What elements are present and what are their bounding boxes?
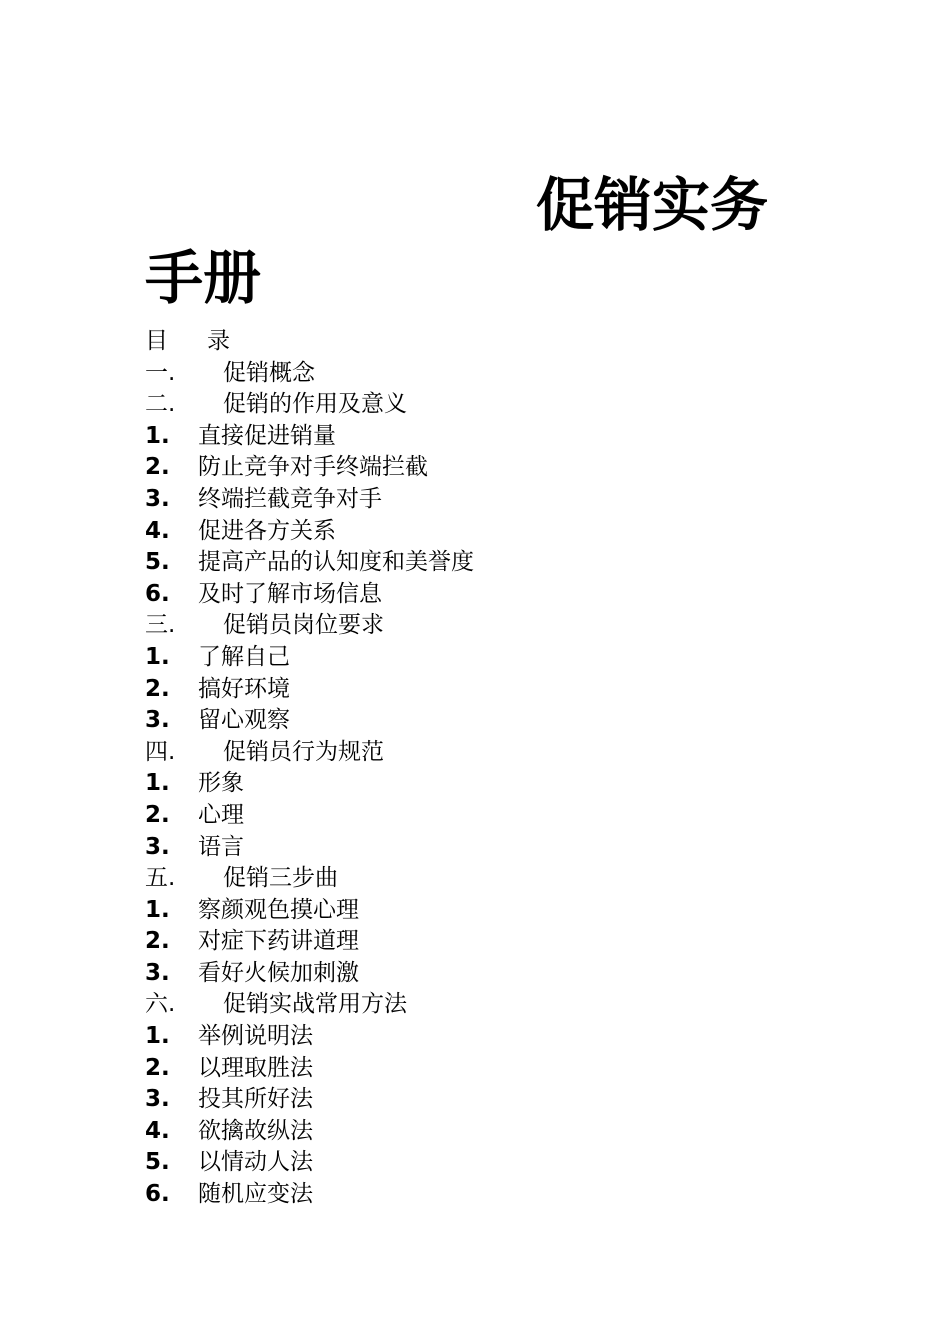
toc-item <box>145 768 845 800</box>
toc-item-text: 及时了解市场信息 <box>198 580 382 607</box>
toc-item <box>145 1147 845 1179</box>
toc-item-text: 察颜观色摸心理 <box>198 896 359 923</box>
toc-item-text: 搞好环境 <box>198 675 290 702</box>
toc-item-text: 看好火候加刺激 <box>198 959 359 986</box>
toc-item-number: 1. <box>145 422 170 449</box>
toc-item-number: 6. <box>145 1181 170 1208</box>
toc-item-text: 对症下药讲道理 <box>198 928 359 955</box>
toc-chapter <box>145 737 845 769</box>
toc-item <box>145 1179 845 1211</box>
toc-chapter-title: 促销员行为规范 <box>223 738 384 765</box>
toc-chapter-title: 促销实战常用方法 <box>223 991 407 1018</box>
toc-item-number: 1. <box>145 1023 170 1050</box>
toc-heading-char-1: 目 <box>145 328 168 354</box>
toc-item <box>145 516 845 548</box>
toc-chapter <box>145 389 845 421</box>
toc-item-number: 2. <box>145 801 170 828</box>
toc-item-number: 5. <box>145 549 170 576</box>
toc-item-number: 1. <box>145 896 170 923</box>
toc-chapter <box>145 358 845 390</box>
toc-chapter-title: 促销的作用及意义 <box>223 391 407 418</box>
toc-item-text: 留心观察 <box>198 707 290 734</box>
toc-item <box>145 484 845 516</box>
toc-chapter-title: 促销概念 <box>223 359 315 386</box>
toc-item <box>145 547 845 579</box>
toc-item-text: 欲擒故纵法 <box>198 1117 313 1144</box>
toc-chapter-title: 促销员岗位要求 <box>223 612 384 639</box>
toc-item <box>145 832 845 864</box>
table-of-contents <box>145 326 845 1211</box>
toc-item-text: 以理取胜法 <box>198 1054 313 1081</box>
toc-item-number: 1. <box>145 770 170 797</box>
toc-item <box>145 895 845 927</box>
toc-item-text: 促进各方关系 <box>198 517 336 544</box>
toc-item <box>145 674 845 706</box>
toc-item <box>145 705 845 737</box>
toc-chapter-number: 一. <box>145 359 176 386</box>
toc-item-number: 4. <box>145 1117 170 1144</box>
toc-item-text: 随机应变法 <box>198 1181 313 1208</box>
toc-item-text: 心理 <box>198 801 244 828</box>
toc-item-number: 2. <box>145 675 170 702</box>
toc-item-number: 3. <box>145 707 170 734</box>
toc-item-text: 投其所好法 <box>198 1086 313 1113</box>
toc-item <box>145 642 845 674</box>
toc-item-number: 6. <box>145 580 170 607</box>
toc-item-number: 2. <box>145 928 170 955</box>
toc-chapter-title: 促销三步曲 <box>223 865 338 892</box>
toc-item <box>145 452 845 484</box>
toc-item-text: 终端拦截竞争对手 <box>198 485 382 512</box>
toc-item-text: 防止竞争对手终端拦截 <box>198 454 428 481</box>
toc-item-text: 了解自己 <box>198 643 290 670</box>
toc-item <box>145 421 845 453</box>
toc-item-text: 提高产品的认知度和美誉度 <box>198 549 474 576</box>
toc-chapter-number: 四. <box>145 738 176 765</box>
document-title-line-2: 手册 <box>145 244 262 312</box>
toc-item-number: 5. <box>145 1149 170 1176</box>
toc-chapter-number: 三. <box>145 612 176 639</box>
toc-chapter-number: 六. <box>145 991 176 1018</box>
toc-item-number: 3. <box>145 485 170 512</box>
toc-item <box>145 1053 845 1085</box>
toc-item-number: 3. <box>145 1086 170 1113</box>
toc-item-number: 1. <box>145 643 170 670</box>
toc-item-number: 3. <box>145 833 170 860</box>
toc-item-text: 直接促进销量 <box>198 422 336 449</box>
toc-chapter <box>145 989 845 1021</box>
toc-heading <box>145 326 845 358</box>
toc-item-number: 2. <box>145 1054 170 1081</box>
toc-chapter-number: 二. <box>145 391 176 418</box>
toc-item <box>145 579 845 611</box>
toc-chapter-number: 五. <box>145 865 176 892</box>
toc-item <box>145 958 845 990</box>
toc-chapter <box>145 610 845 642</box>
toc-item <box>145 1021 845 1053</box>
toc-heading-char-2: 录 <box>207 328 230 354</box>
toc-item-number: 3. <box>145 959 170 986</box>
toc-item-text: 以情动人法 <box>198 1149 313 1176</box>
toc-item-text: 语言 <box>198 833 244 860</box>
toc-item <box>145 1084 845 1116</box>
document-title-line-1: 促销实务 <box>536 171 769 239</box>
toc-item <box>145 926 845 958</box>
toc-item <box>145 800 845 832</box>
toc-item-number: 2. <box>145 454 170 481</box>
toc-item-number: 4. <box>145 517 170 544</box>
toc-item <box>145 1116 845 1148</box>
toc-chapter <box>145 863 845 895</box>
toc-item-text: 形象 <box>198 770 244 797</box>
toc-item-text: 举例说明法 <box>198 1023 313 1050</box>
